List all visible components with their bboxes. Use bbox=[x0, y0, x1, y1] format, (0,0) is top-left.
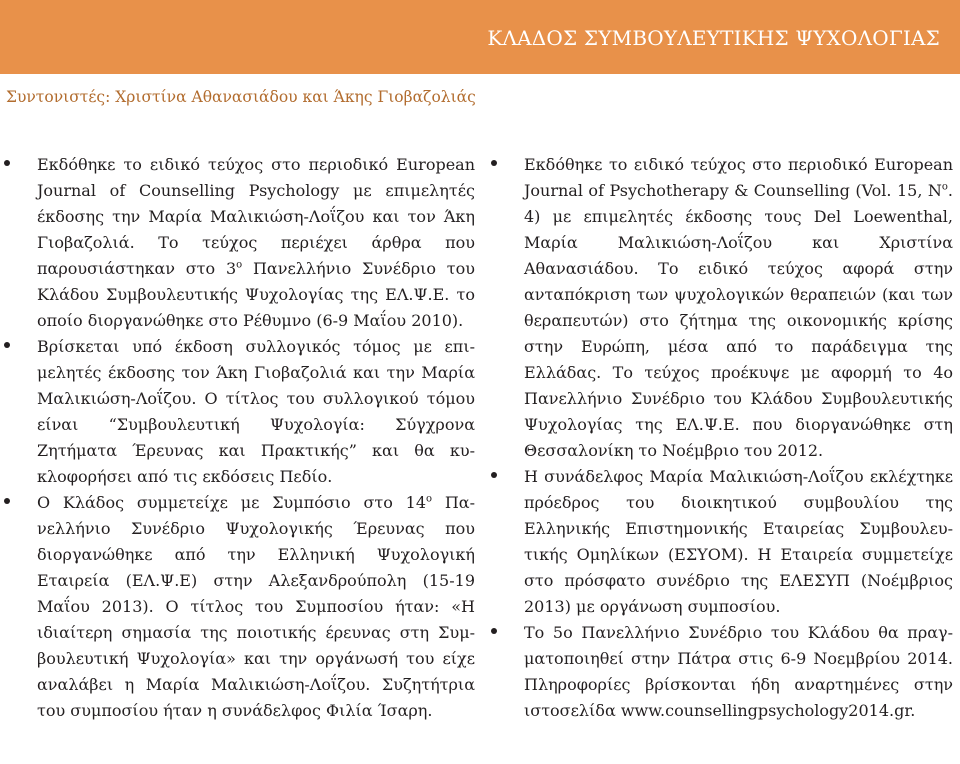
bullet-icon bbox=[4, 160, 10, 166]
bullet-icon bbox=[491, 160, 497, 166]
news-item-text: Εκδόθηκε το ειδικό τεύχος στο περιοδικό European Journal of Counselling Psychology με επιμελητές έκδοσης την Μαρία Μαλικιώση-Λοΐζου και τον Άκη Γιοβαζολιά. Το τεύχος περιέχει άρθρα που παρουσιάστηκαν στο $3^o$ Πανελλήνιο Συνέδριο του Κλάδου Συμβουλευτικής Ψυχολογίας της ΕΛ.Ψ.Ε. το οποίο διοργανώθηκε στο Ρέθυμνο (6-9 Μαΐου 2010). bbox=[37, 155, 476, 330]
news-item-text: Βρίσκεται υπό έκδοση συλλογικός τόμος με επιμελητές έκδοσης τον Άκη Γιοβαζολιά και την Μαρία Μαλικιώση-Λοΐζου. Ο τίτλος του συλλογικού τόμου είναι “Συμβουλευτική Ψυχολογία: Σύγχρονα Ζητήματα Έρευνας και Πρακτικής” και θα κυκλοφορήσει από τις εκδόσεις Πεδίο. bbox=[37, 337, 475, 486]
bullet-icon bbox=[491, 472, 497, 478]
right-column bbox=[487, 152, 953, 724]
news-item-text: Το 5ο Πανελλήνιο Συνέδριο του Κλάδου θα πραγματοποιηθεί στην Πάτρα στις 6-9 Νοεμβρίου 2014. Πληροφορίες βρίσκονται ήδη αναρτημένες στην ιστοσελίδα www.counsellingpsychology2014.gr. bbox=[524, 623, 953, 720]
news-item-text: Εκδόθηκε το ειδικό τεύχος στο περιοδικό European Journal of Psychotherapy & Counselling (Vol. 15, $N^o$. 4) με επιμελητές έκδοσης τους Del Loewenthal, Μαρία Μαλικιώση-Λοΐζου και Χριστίνα Αθανασιάδου. Το ειδικό τεύχος αφορά στην ανταπόκριση των ψυχολογικών θεραπειών (και των θεραπευτών) στο ζήτημα της οικονομικής κρίσης στην Ευρώπη, μέσα από το παράδειγμα της Ελλάδας. Το τεύχος προέκυψε με αφορμή το 4ο Πανελλήνιο Συνέδριο του Κλάδου Συμβουλευτικής Ψυχολογίας της ΕΛ.Ψ.Ε. που διοργανώθηκε στη Θεσσαλονίκη το Νοέμβριο του 2012. bbox=[524, 155, 953, 460]
section-title: ΚΛΑΔΟΣ ΣΥΜΒΟΥΛΕΥΤΙΚΗΣ ΨΥΧΟΛΟΓΙΑΣ bbox=[487, 26, 940, 50]
coordinators-line: Συντονιστές: Χριστίνα Αθανασιάδου και Άκης Γιοβαζολιάς bbox=[6, 88, 476, 106]
left-column bbox=[0, 152, 475, 724]
news-item bbox=[487, 152, 953, 464]
news-item-text: Η συνάδελφος Μαρία Μαλικιώση-Λοΐζου εκλέχτηκε πρόεδρος του διοικητικού συμβουλίου της Ελληνικής Επιστημονικής Εταιρείας Συμβουλευτικής Ομηλίκων (ΕΣΥΟΜ). Η Εταιρεία συμμετείχε στο πρόσφατο συνέδριο της ΕΛΕΣΥΠ (Νοέμβριος 2013) με οργάνωση συμποσίου. bbox=[524, 467, 953, 616]
news-item bbox=[487, 464, 953, 620]
bullet-icon bbox=[4, 342, 10, 348]
bullet-icon bbox=[4, 498, 10, 504]
news-item bbox=[0, 490, 475, 724]
news-item bbox=[0, 334, 475, 490]
bullet-icon bbox=[491, 628, 497, 634]
news-item bbox=[0, 152, 475, 334]
news-item bbox=[487, 620, 953, 724]
section-banner bbox=[0, 0, 960, 74]
news-item-text: Ο Κλάδος συμμετείχε με Συμπόσιο στο $14^o$ Πανελλήνιο Συνέδριο Ψυχολογικής Έρευνας που διοργανώθηκε από την Ελληνική Ψυχολογική Εταιρεία (ΕΛ.Ψ.Ε) στην Αλεξανδρούπολη (15-19 Μαΐου 2013). Ο τίτλος του Συμποσίου ήταν: «Η ιδιαίτερη σημασία της ποιοτικής έρευνας στη Συμβουλευτική Ψυχολογία» και την οργάνωσή του είχε αναλάβει η Μαρία Μαλικιώση-Λοΐζου. Συζητήτρια του συμποσίου ήταν η συνάδελφος Φιλία Ίσαρη. bbox=[37, 493, 476, 720]
